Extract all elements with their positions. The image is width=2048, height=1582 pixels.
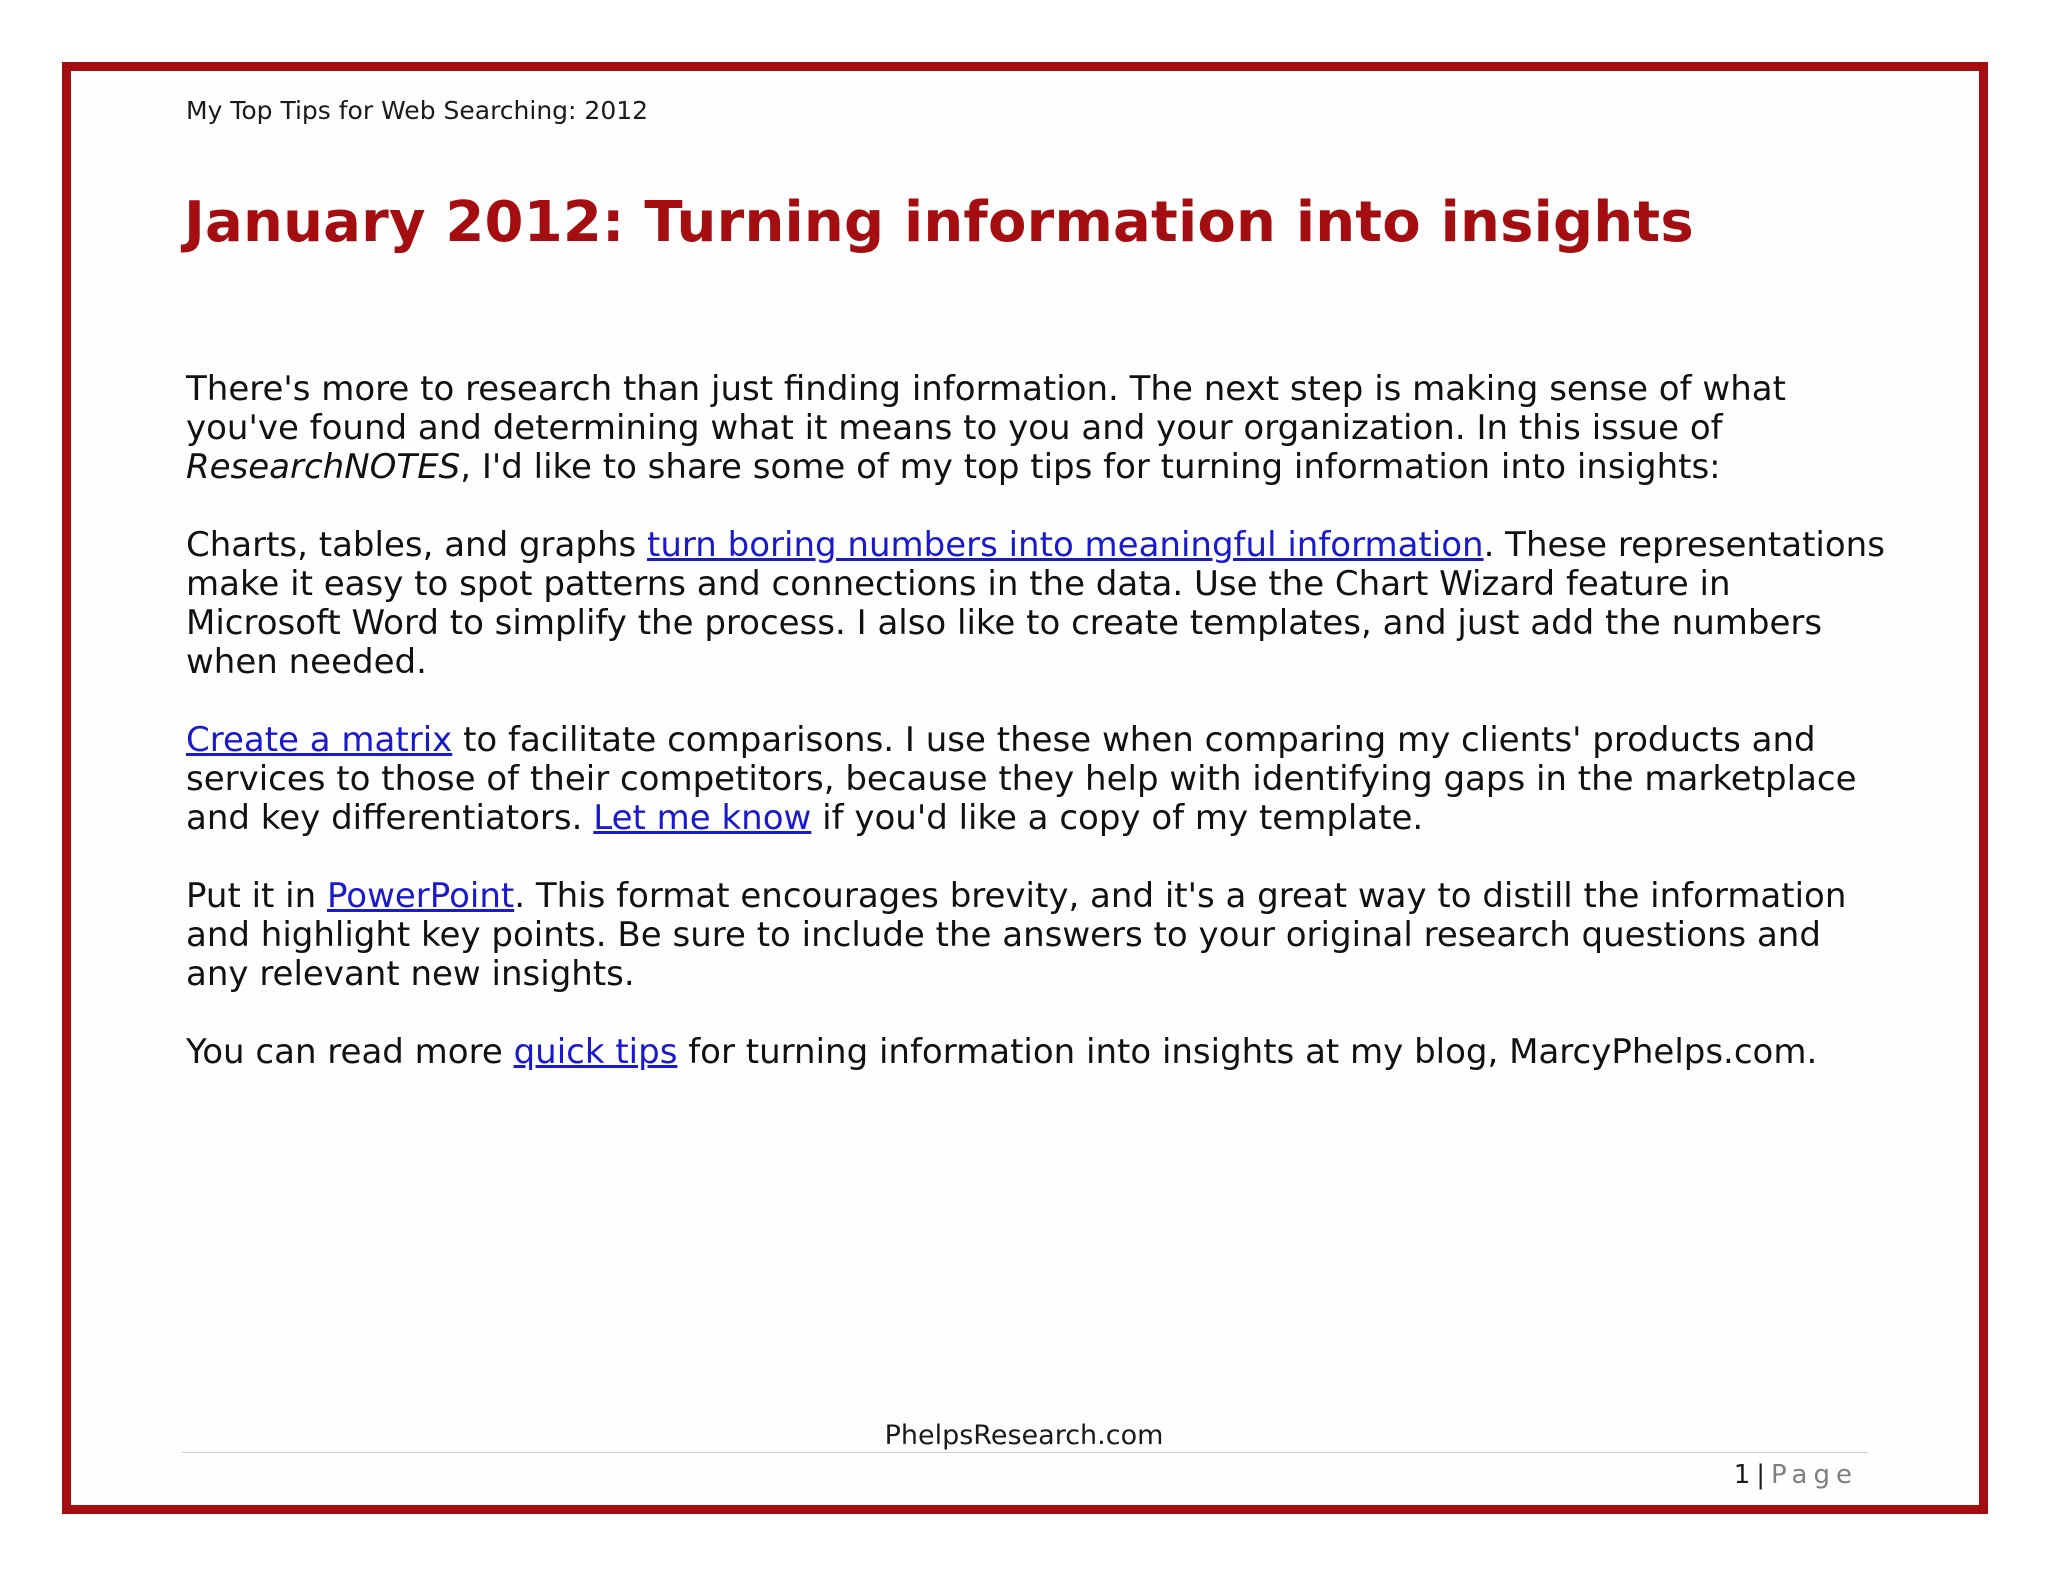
powerpoint-text-end: . This format encourages brevity, and it's a great way to distill the information and highlight key points. Be sure to include the answers to your original research questions and any relevant new insights. bbox=[186, 876, 1847, 994]
footer-site: PhelpsResearch.com bbox=[884, 1420, 1164, 1451]
link-let-me-know[interactable]: Let me know bbox=[593, 798, 812, 838]
matrix-text-middle: to facilitate comparisons. I use these when comparing my clients' products and services to those of their competitors, because they help with identifying gaps in the marketplace and key differentiators. bbox=[186, 720, 1857, 838]
link-powerpoint[interactable]: PowerPoint bbox=[326, 876, 515, 916]
link-create-a-matrix[interactable]: Create a matrix bbox=[186, 720, 453, 760]
link-quick-tips[interactable]: quick tips bbox=[513, 1032, 678, 1072]
paragraph-intro bbox=[186, 370, 1886, 487]
quick-tips-text-end: for turning information into insights at my blog, MarcyPhelps.com. bbox=[677, 1032, 1818, 1072]
charts-text-end: . These representations make it easy to spot patterns and connections in the data. Use the Chart Wizard feature in Microsoft Word to simplify the process. I also like to create templates, and just add the numbers when needed. bbox=[186, 525, 1885, 682]
intro-text-start: There's more to research than just finding information. The next step is making sense of what you've found and determining what it means to you and your organization. In this issue of bbox=[186, 369, 1786, 448]
paragraph-quick-tips bbox=[186, 1033, 1886, 1072]
footer-divider bbox=[182, 1452, 1868, 1453]
paragraph-matrix bbox=[186, 721, 1886, 838]
page-separator: | bbox=[1756, 1460, 1766, 1490]
article-body bbox=[186, 370, 1886, 1111]
paragraph-powerpoint bbox=[186, 877, 1886, 994]
intro-text-end: , I'd like to share some of my top tips for turning information into insights: bbox=[460, 447, 1721, 487]
charts-text-start: Charts, tables, and graphs bbox=[186, 525, 648, 565]
page-number: 1 bbox=[1733, 1460, 1751, 1490]
article-title: January 2012: Turning information into insights bbox=[184, 190, 1694, 255]
matrix-text-end: if you'd like a copy of my template. bbox=[811, 798, 1424, 838]
publication-name: ResearchNOTES bbox=[186, 447, 461, 487]
powerpoint-text-start: Put it in bbox=[186, 876, 327, 916]
paragraph-charts bbox=[186, 526, 1886, 682]
page-indicator bbox=[1734, 1460, 1858, 1490]
running-header: My Top Tips for Web Searching: 2012 bbox=[186, 96, 649, 125]
page-label: Page bbox=[1771, 1460, 1858, 1490]
link-turn-boring-numbers[interactable]: turn boring numbers into meaningful information bbox=[647, 525, 1484, 565]
quick-tips-text-start: You can read more bbox=[186, 1032, 514, 1072]
